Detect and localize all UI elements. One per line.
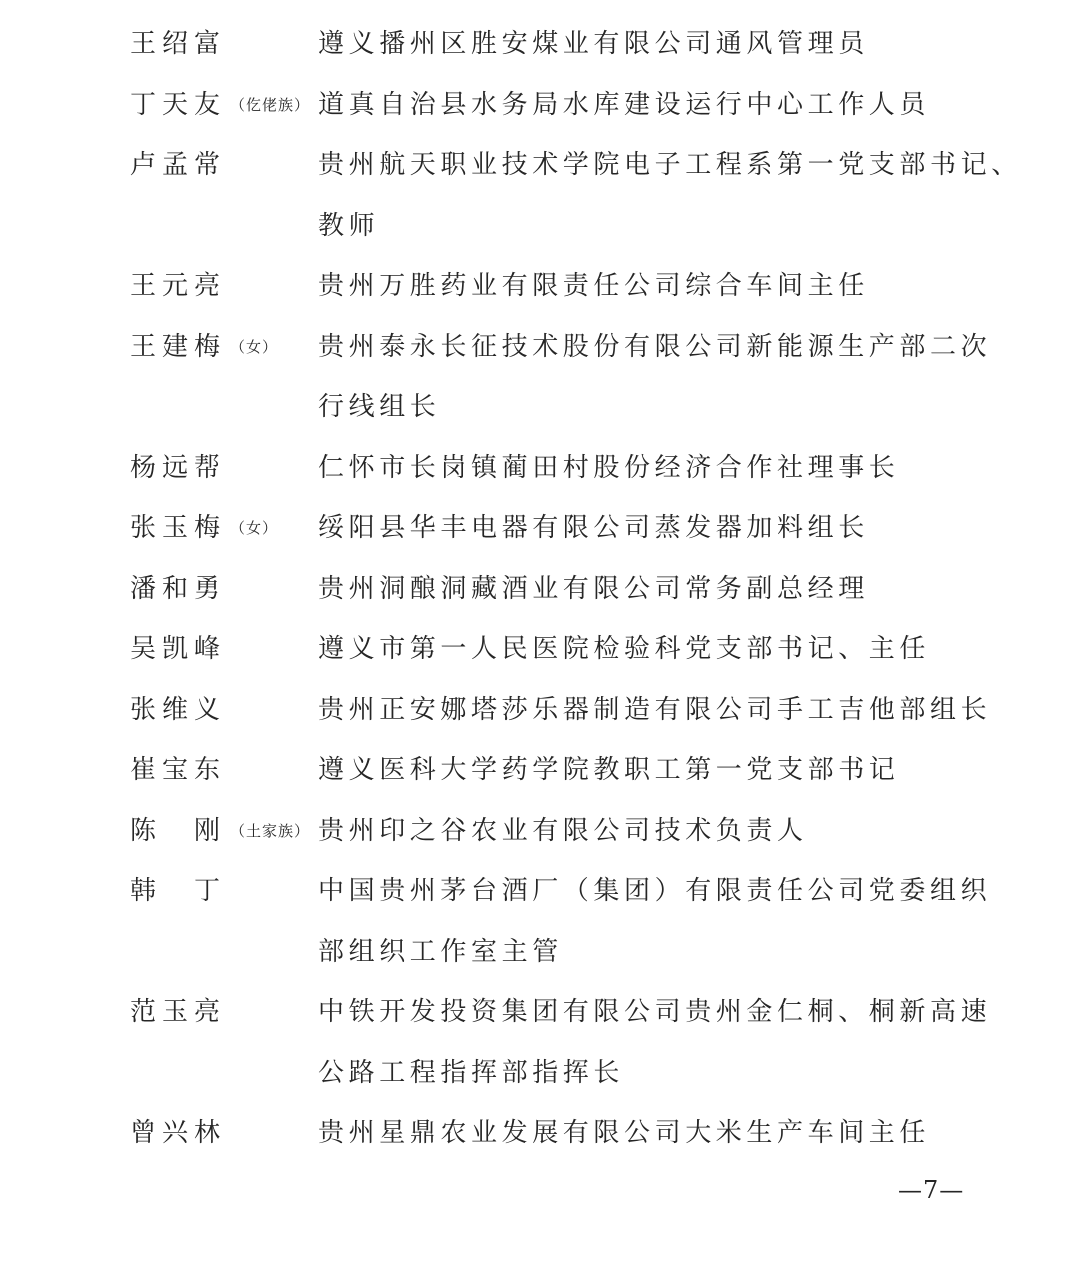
person-position (318, 633, 978, 694)
person-name (130, 512, 278, 544)
position-line: 中铁开发投资集团有限公司贵州金仁桐、桐新高速 (318, 997, 992, 1027)
page-number: —7— (898, 1176, 965, 1204)
person-tag: （仡佬族） (230, 95, 311, 114)
person-position (318, 89, 978, 150)
person-position (318, 754, 978, 815)
person-name-text: 陈 刚 (130, 815, 227, 846)
person-name (130, 1117, 226, 1149)
person-name (130, 331, 278, 363)
person-name (130, 89, 310, 121)
person-position (318, 996, 992, 1117)
person-name (130, 875, 226, 907)
position-line: 教师 (318, 210, 380, 241)
person-name (130, 28, 226, 60)
position-line: 公路工程指挥部指挥长 (318, 1057, 625, 1088)
person-name-text: 张玉梅 (130, 513, 227, 543)
person-name (130, 996, 226, 1028)
person-position (318, 573, 978, 634)
person-name (130, 633, 226, 665)
person-name (130, 573, 226, 605)
position-line: 行线组长 (318, 392, 441, 422)
person-name-text: 潘和勇 (130, 573, 227, 604)
person-name-text: 张维义 (130, 694, 227, 725)
person-position (318, 452, 978, 513)
position-line: 仁怀市长岗镇蔺田村股份经济合作社理事长 (318, 452, 900, 483)
person-name-text: 韩 丁 (130, 876, 227, 906)
person-name (130, 815, 310, 847)
person-position (318, 331, 992, 452)
position-line: 贵州洞酿洞藏酒业有限公司常务副总经理 (318, 573, 869, 604)
person-position (318, 512, 978, 573)
position-line: 贵州万胜药业有限责任公司综合车间主任 (318, 271, 869, 301)
person-name (130, 149, 226, 181)
person-name (130, 754, 226, 786)
person-name-text: 杨远帮 (130, 452, 227, 483)
position-line: 贵州航天职业技术学院电子工程系第一党支部书记、 (318, 150, 1022, 180)
position-line: 贵州泰永长征技术股份有限公司新能源生产部二次 (318, 331, 992, 362)
person-position (318, 694, 992, 755)
person-tag: （女） (230, 337, 279, 356)
person-name (130, 452, 226, 484)
person-name-text: 曾兴林 (130, 1118, 227, 1148)
person-name-text: 卢孟常 (130, 150, 227, 180)
position-line: 遵义播州区胜安煤业有限公司通风管理员 (318, 29, 869, 59)
person-name-text: 丁天友 (130, 89, 227, 120)
position-line: 中国贵州茅台酒厂（集团）有限责任公司党委组织 (318, 876, 992, 906)
person-name-text: 王元亮 (130, 271, 227, 301)
person-name-text: 崔宝东 (130, 755, 227, 785)
position-line: 遵义市第一人民医院检验科党支部书记、主任 (318, 634, 931, 664)
person-name-text: 王建梅 (130, 331, 227, 362)
person-name (130, 694, 226, 726)
position-line: 贵州正安娜塔莎乐器制造有限公司手工吉他部组长 (318, 694, 992, 725)
person-position (318, 815, 978, 876)
position-line: 道真自治县水务局水库建设运行中心工作人员 (318, 89, 931, 120)
person-position (318, 270, 978, 331)
position-line: 绥阳县华丰电器有限公司蒸发器加料组长 (318, 513, 869, 543)
person-name-text: 王绍富 (130, 29, 227, 59)
person-position (318, 1117, 978, 1178)
person-position (318, 875, 992, 996)
person-position (318, 149, 1022, 270)
person-tag: （女） (230, 519, 279, 537)
person-name-text: 范玉亮 (130, 997, 227, 1027)
position-line: 遵义医科大学药学院教职工第一党支部书记 (318, 755, 900, 785)
person-tag: （土家族） (230, 821, 311, 840)
position-line: 部组织工作室主管 (318, 936, 563, 967)
position-line: 贵州星鼎农业发展有限公司大米生产车间主任 (318, 1118, 931, 1148)
person-position (318, 28, 978, 89)
position-line: 贵州印之谷农业有限公司技术负责人 (318, 815, 808, 846)
person-name (130, 270, 226, 302)
person-name-text: 吴凯峰 (130, 634, 227, 664)
